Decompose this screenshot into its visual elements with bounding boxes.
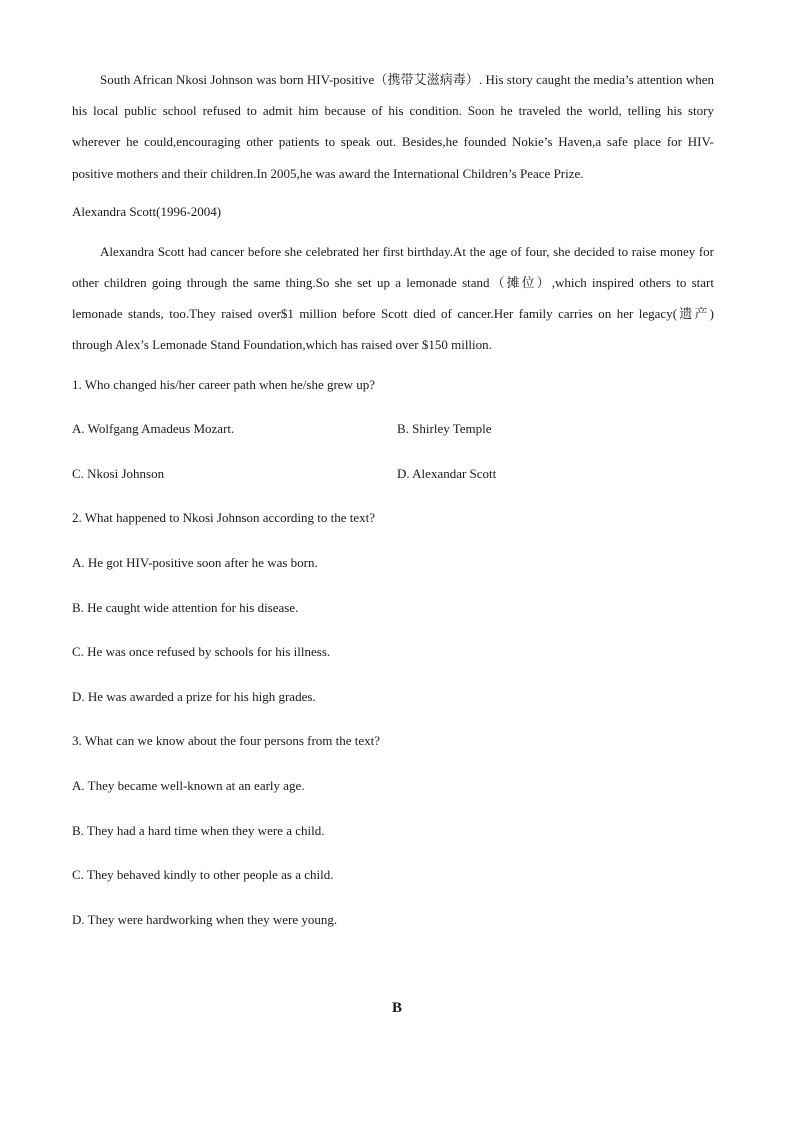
q3-option-a[interactable]: A. They became well-known at an early age. (72, 777, 305, 793)
q1-option-d[interactable]: D. Alexandar Scott (397, 465, 497, 481)
nkosi-paragraph: South African Nkosi Johnson was born HIV-positive（携带艾滋病毒）. His story caught the media’s attention when his local public school refused to admit him because of his condition. Soon he traveled the world, telling his story wherever he could,encouraging other patients to speak out. Besides,he founded Nokie’s Haven,a safe place for HIV-positive mothers and their children.In 2005,he was award the International Children’s Peace Prize. (72, 72, 714, 181)
section-label: B (391, 1000, 402, 1016)
q1-option-b[interactable]: B. Shirley Temple (397, 421, 492, 437)
question-1-options-row-2 (72, 464, 714, 484)
q1-option-a[interactable]: A. Wolfgang Amadeus Mozart. (72, 421, 235, 437)
question-2: 2. What happened to Nkosi Johnson according to the text? (72, 510, 376, 526)
document-page (72, 64, 714, 930)
q2-option-c[interactable]: C. He was once refused by schools for his illness. (72, 644, 331, 660)
alexandra-paragraph: Alexandra Scott had cancer before she celebrated her first birthday.At the age of four, she decided to raise money for other children going through the same thing.So she set up a lemonade stand（摊位）,which inspired others to start lemonade stands, too.They raised over$1 million before Scott died of cancer.Her family carries on her legacy(遗产) through Alex’s Lemonade Stand Foundation,which has raised over $150 million. (72, 243, 714, 353)
question-1-options-row-1 (72, 419, 714, 439)
question-3: 3. What can we know about the four persons from the text? (72, 733, 381, 749)
q3-option-d[interactable]: D. They were hardworking when they were young. (72, 911, 338, 927)
question-1: 1. Who changed his/her career path when he/she grew up? (72, 376, 375, 392)
q2-option-b[interactable]: B. He caught wide attention for his disease. (72, 599, 299, 615)
q3-option-c[interactable]: C. They behaved kindly to other people as a child. (72, 867, 334, 883)
q3-option-b[interactable]: B. They had a hard time when they were a child. (72, 822, 325, 838)
alexandra-heading: Alexandra Scott(1996-2004) (72, 203, 222, 219)
q2-option-d[interactable]: D. He was awarded a prize for his high grades. (72, 688, 316, 704)
q1-option-c[interactable]: C. Nkosi Johnson (72, 465, 165, 481)
q2-option-a[interactable]: A. He got HIV-positive soon after he was born. (72, 555, 318, 570)
